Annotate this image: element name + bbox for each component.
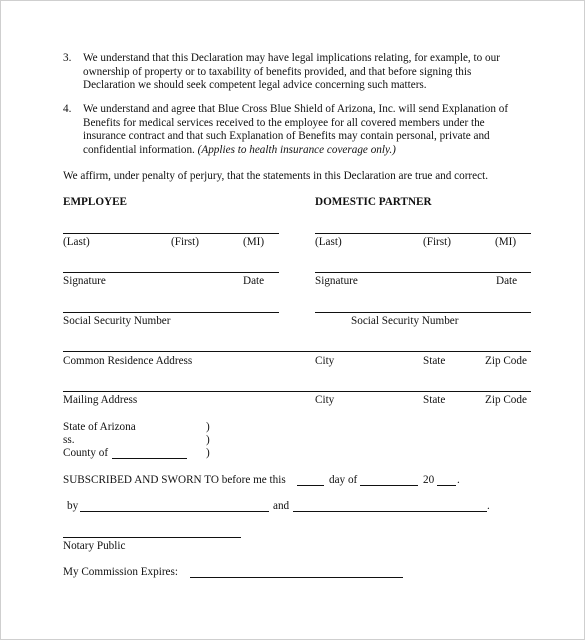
partner-last-label: (Last) bbox=[315, 236, 342, 248]
commission-label: My Commission Expires: bbox=[63, 566, 178, 578]
month-line[interactable] bbox=[360, 485, 418, 486]
notary-signature-line[interactable] bbox=[63, 537, 241, 538]
bracket-paren: ) bbox=[206, 434, 210, 446]
item-4-line: We understand and agree that Blue Cross Blue Shield of Arizona, Inc. will send Explanation of bbox=[83, 103, 509, 115]
residence-state-label: State bbox=[423, 355, 446, 367]
item-4-line: Benefits for medical services received to the employee for all covered members under the bbox=[83, 116, 485, 129]
partner-date-label: Date bbox=[496, 275, 518, 287]
item-4-line: insurance contract and that such Explanation of Benefits may contain personal, private and bbox=[83, 130, 490, 143]
item-3-line: Declaration we should seek competent legal advice concerning such matters. bbox=[83, 79, 427, 92]
partner-name-line[interactable] bbox=[315, 233, 531, 234]
partner-heading: DOMESTIC PARTNER bbox=[315, 196, 432, 208]
item-4-last-line: confidential information. bbox=[83, 143, 195, 156]
item-3-line: ownership of property or to taxability of benefits provided, and that before signing this bbox=[83, 65, 472, 78]
and-line[interactable] bbox=[293, 511, 487, 512]
subscribed-text: SUBSCRIBED AND SWORN TO before me this bbox=[63, 474, 286, 486]
and-label: and bbox=[273, 500, 290, 512]
mailing-state-label: State bbox=[423, 394, 446, 406]
mailing-address-label: Mailing Address bbox=[63, 394, 138, 406]
employee-signature-line[interactable] bbox=[63, 272, 279, 273]
county-line[interactable] bbox=[112, 458, 187, 459]
residence-address-line[interactable] bbox=[63, 351, 531, 352]
employee-ssn-label: Social Security Number bbox=[63, 315, 171, 327]
bracket-paren: ) bbox=[206, 421, 210, 433]
state-of-label: State of Arizona bbox=[63, 421, 136, 433]
mailing-city-label: City bbox=[315, 394, 335, 406]
day-line[interactable] bbox=[297, 485, 324, 486]
notary-public-label: Notary Public bbox=[63, 540, 126, 552]
residence-city-label: City bbox=[315, 355, 335, 367]
employee-name-line[interactable] bbox=[63, 233, 279, 234]
partner-signature-line[interactable] bbox=[315, 272, 531, 273]
partner-signature-label: Signature bbox=[315, 275, 358, 287]
partner-ssn-label: Social Security Number bbox=[351, 315, 459, 327]
employee-first-label: (First) bbox=[171, 236, 199, 248]
employee-ssn-line[interactable] bbox=[63, 312, 279, 313]
year-line[interactable] bbox=[437, 485, 456, 486]
mailing-address-line[interactable] bbox=[63, 391, 531, 392]
employee-heading: EMPLOYEE bbox=[63, 196, 128, 208]
residence-address-label: Common Residence Address bbox=[63, 355, 193, 367]
affirmation-text: We affirm, under penalty of perjury, that the statements in this Declaration are true and correct. bbox=[63, 170, 488, 182]
county-of-label: County of bbox=[63, 447, 109, 459]
item-4-note: (Applies to health insurance coverage only.) bbox=[197, 143, 396, 156]
commission-line[interactable] bbox=[190, 577, 403, 578]
day-of-label: day of bbox=[329, 474, 358, 486]
item-4-number: 4. bbox=[63, 103, 72, 115]
item-4-text bbox=[83, 103, 508, 157]
by-label: by bbox=[67, 500, 79, 512]
partner-ssn-line[interactable] bbox=[315, 312, 531, 313]
bracket-paren: ) bbox=[206, 447, 210, 459]
employee-mi-label: (MI) bbox=[243, 236, 265, 248]
employee-signature-label: Signature bbox=[63, 275, 106, 287]
residence-zip-label: Zip Code bbox=[485, 355, 527, 367]
partner-mi-label: (MI) bbox=[495, 236, 517, 248]
item-4-line bbox=[83, 144, 508, 158]
by-period: . bbox=[487, 500, 490, 512]
year-prefix: 20 bbox=[423, 474, 435, 486]
ss-label: ss. bbox=[63, 434, 75, 446]
year-period: . bbox=[457, 474, 460, 486]
mailing-zip-label: Zip Code bbox=[485, 394, 527, 406]
employee-last-label: (Last) bbox=[63, 236, 90, 248]
by-line[interactable] bbox=[80, 511, 269, 512]
item-3-number: 3. bbox=[63, 52, 72, 64]
employee-date-label: Date bbox=[243, 275, 265, 287]
partner-first-label: (First) bbox=[423, 236, 451, 248]
item-3-text bbox=[83, 52, 500, 93]
item-3-line: We understand that this Declaration may have legal implications relating, for example, to our bbox=[83, 52, 500, 64]
